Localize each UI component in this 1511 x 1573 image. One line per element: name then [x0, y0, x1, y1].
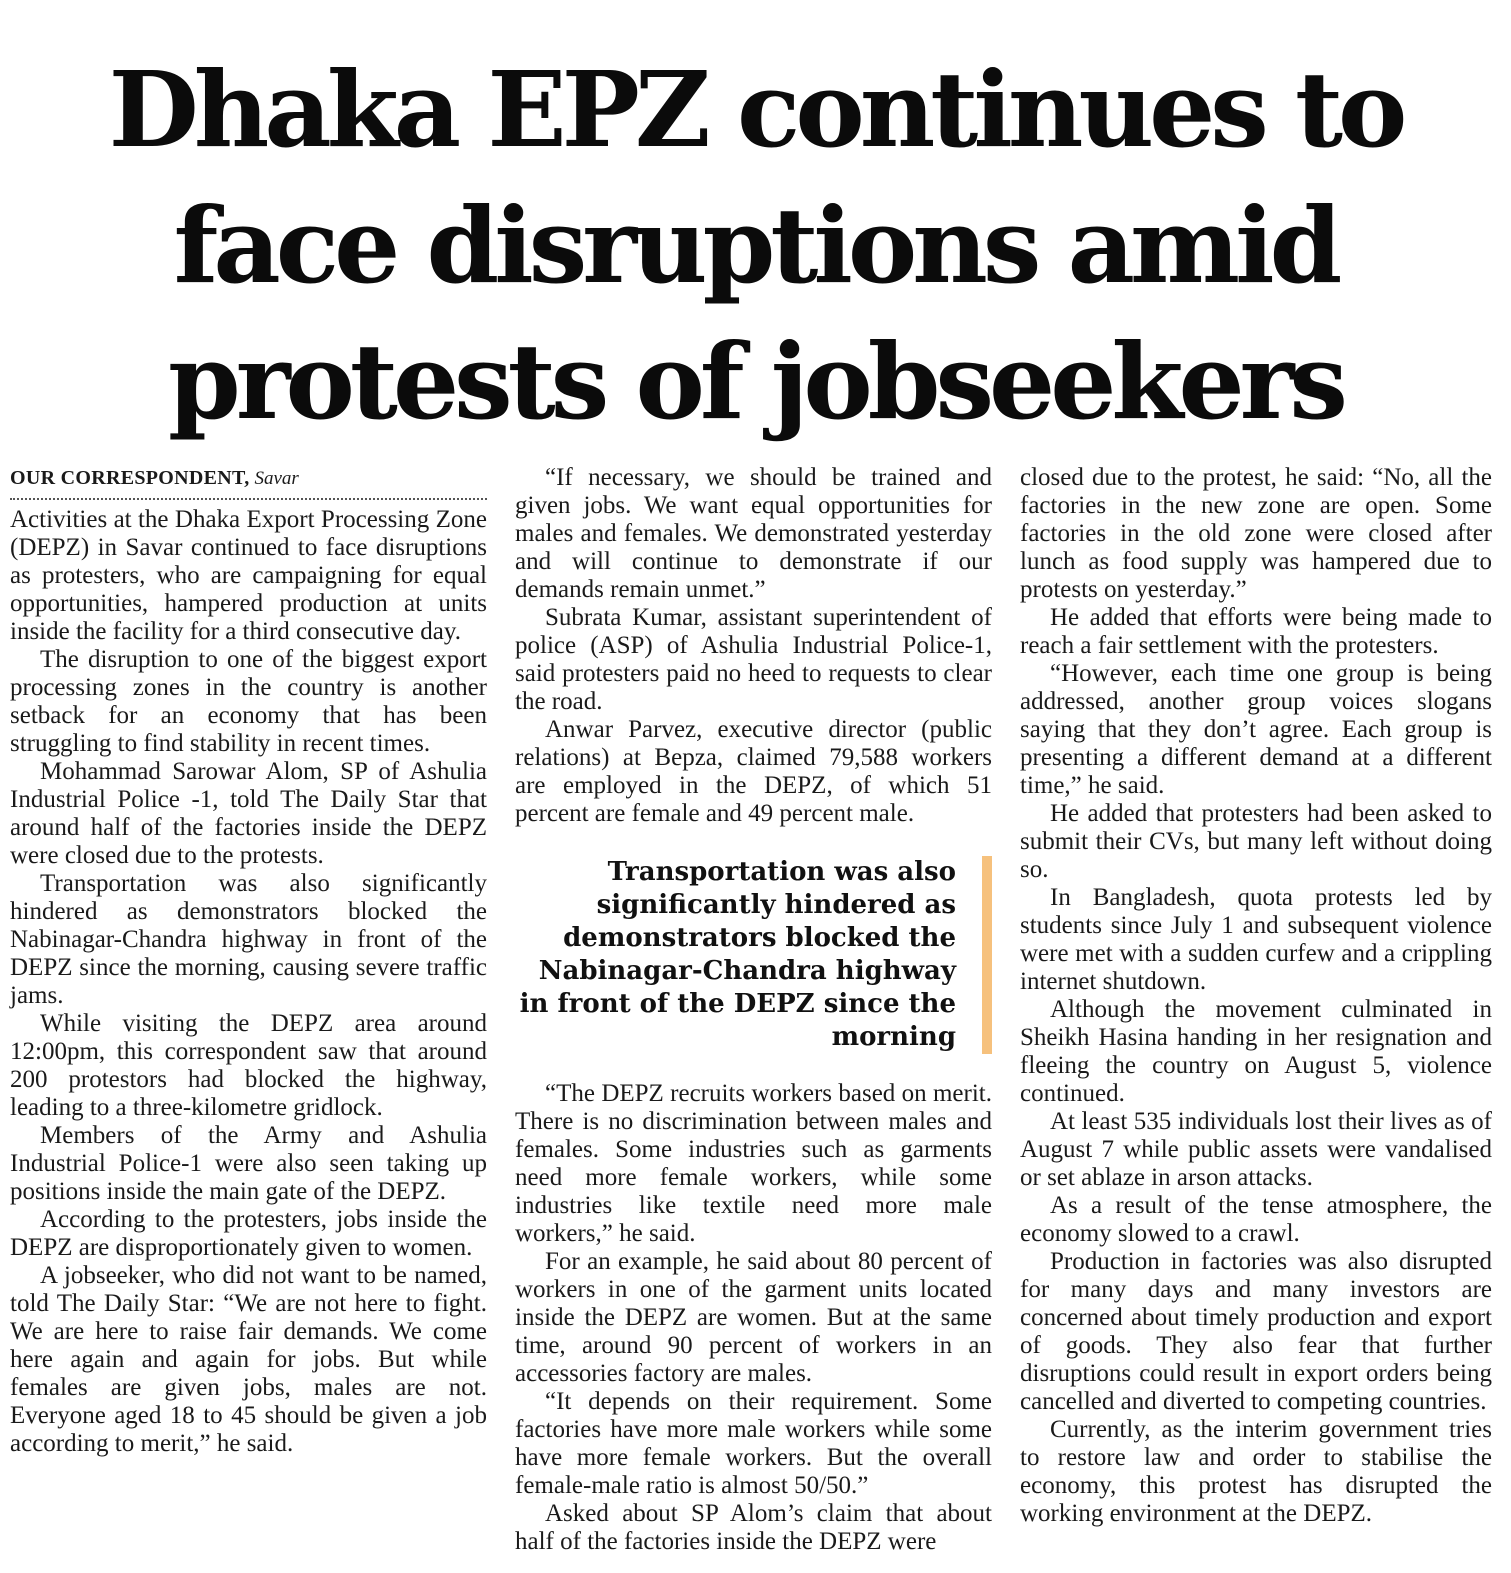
column-1 [10, 464, 487, 1458]
paragraph: He added that protesters had been asked to submit their CVs, but many left without doing so. [1020, 800, 1492, 883]
paragraph: “It depends on their requirement. Some factories have more male workers while some have more female workers. But the overall female-male ratio is almost 50/50.” [515, 1388, 992, 1499]
paragraph: Mohammad Sarowar Alom, SP of Ashulia Industrial Police -1, told The Daily Star that around half of the factories inside the DEPZ were closed due to the protests. [10, 758, 487, 869]
byline-location: Savar [254, 468, 299, 489]
paragraph: A jobseeker, who did not want to be named, told The Daily Star: “We are not here to fight. We are here to raise fair demands. We come here again and again for jobs. But while females are given jobs, males are not. Everyone aged 18 to 45 should be given a job according to merit,” he said. [10, 1262, 487, 1457]
paragraph: In Bangladesh, quota protests led by students since July 1 and subsequent violence were met with a sudden curfew and a crippling internet shutdown. [1020, 884, 1492, 995]
paragraph: Although the movement culminated in Sheikh Hasina handing in her resignation and fleeing the country on August 5, violence continued. [1020, 996, 1492, 1107]
paragraph: “However, each time one group is being addressed, another group voices slogans saying that they don’t agree. Each group is presenting a different demand at a different time,” he said. [1020, 660, 1492, 799]
paragraph: Currently, as the interim government tries to restore law and order to stabilise the economy, this protest has disrupted the working environment at the DEPZ. [1020, 1416, 1492, 1527]
paragraph: Production in factories was also disrupted for many days and many investors are concerned about timely production and export of goods. They also fear that further disruptions could result in export orders being cancelled and diverted to competing countries. [1020, 1248, 1492, 1415]
paragraph: Anwar Parvez, executive director (public relations) at Bepza, claimed 79,588 workers are employed in the DEPZ, of which 51 percent are female and 49 percent male. [515, 716, 992, 827]
column-3 [1020, 464, 1492, 1528]
paragraph: “If necessary, we should be trained and given jobs. We want equal opportunities for males and females. We demonstrated yesterday and will continue to demonstrate if our demands remain unmet.” [515, 464, 992, 603]
paragraph: Asked about SP Alom’s claim that about half of the factories inside the DEPZ were [515, 1500, 992, 1555]
paragraph: While visiting the DEPZ area around 12:00pm, this correspondent saw that around 200 protestors had blocked the highway, leading to a three-kilometre gridlock. [10, 1010, 487, 1121]
paragraph: He added that efforts were being made to reach a fair settlement with the protesters. [1020, 604, 1492, 659]
paragraph: At least 535 individuals lost their lives as of August 7 while public assets were vandalised or set ablaze in arson attacks. [1020, 1108, 1492, 1191]
paragraph: Activities at the Dhaka Export Processing Zone (DEPZ) in Savar continued to face disruptions as protesters, who are campaigning for equal opportunities, hampered production at units inside the facility for a third consecutive day. [10, 506, 487, 645]
paragraph: closed due to the protest, he said: “No, all the factories in the new zone are open. Some factories in the old zone were closed after lunch as food supply was hampered due to protests on yesterday.” [1020, 464, 1492, 603]
paragraph: As a result of the tense atmosphere, the economy slowed to a crawl. [1020, 1192, 1492, 1247]
paragraph: Members of the Army and Ashulia Industrial Police-1 were also seen taking up positions inside the main gate of the DEPZ. [10, 1122, 487, 1205]
byline-author: OUR CORRESPONDENT, [10, 467, 250, 489]
paragraph: Transportation was also significantly hindered as demonstrators blocked the Nabinagar-Chandra highway in front of the DEPZ since the morning, causing severe traffic jams. [10, 870, 487, 1009]
headline: Dhaka EPZ continues to face disruptions amid protests of jobseekers [108, 48, 1403, 443]
column-2 [515, 464, 992, 1556]
paragraph: According to the protesters, jobs inside the DEPZ are disproportionately given to women. [10, 1206, 487, 1261]
paragraph: Subrata Kumar, assistant superintendent of police (ASP) of Ashulia Industrial Police-1, said protesters paid no heed to requests to clear the road. [515, 604, 992, 715]
paragraph: For an example, he said about 80 percent of workers in one of the garment units located inside the DEPZ are women. But at the same time, around 90 percent of workers in an accessories factory are males. [515, 1248, 992, 1387]
paragraph: “The DEPZ recruits workers based on merit. There is no discrimination between males and females. Some industries such as garments need more female workers, while some industries like textile need more male workers,” he said. [515, 1080, 992, 1247]
pull-quote: Transportation was also significantly hindered as demonstrators blocked the Nabinagar-Chandra highway in front of the DEPZ since the morning [515, 856, 992, 1054]
byline [10, 464, 487, 500]
paragraph: The disruption to one of the biggest export processing zones in the country is another setback for an economy that has been struggling to find stability in recent times. [10, 646, 487, 757]
